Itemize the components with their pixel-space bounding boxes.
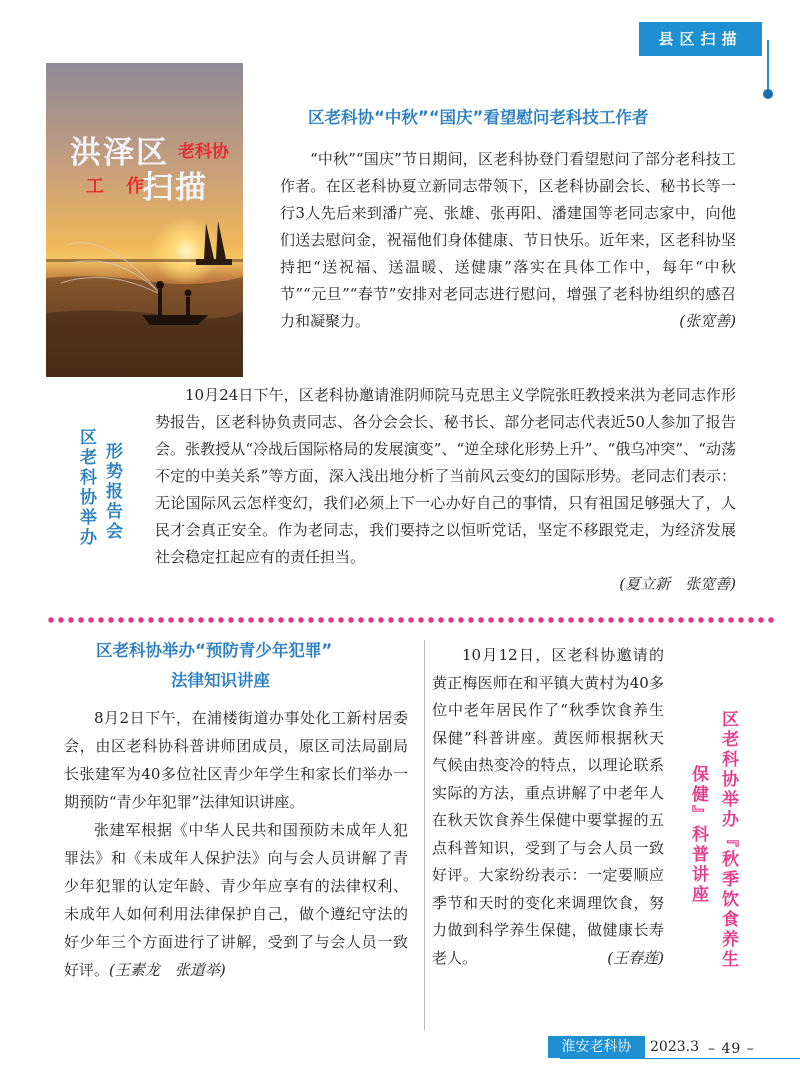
article4-side-title-1: 区老科协举办『秋季饮食养生 <box>718 710 738 970</box>
article2-side-title-1: 区老科协举办 <box>76 428 96 548</box>
column-separator <box>424 640 425 1030</box>
photo-title-scan: 扫描 <box>142 170 208 206</box>
article3-title-line2: 法律知识讲座 <box>171 671 270 690</box>
journal-name: 淮安老科协 <box>548 1036 645 1058</box>
page-number: – 49 – <box>708 1041 755 1057</box>
article2-byline: (夏立新 张宽善) <box>619 575 736 593</box>
article1-body <box>280 146 736 335</box>
photo-title-district: 洪泽区 <box>70 135 169 171</box>
header-decor-dot <box>763 89 773 99</box>
article4-text: 10月12日，区老科协邀请的黄正梅医师在和平镇大黄村为40多位中老年居民作了“秋季饮食养生保健”科普讲座。黄医师根据秋天气候由热变冷的特点，以理论联系实际的方法，重点讲解了中老年人在秋天饮食养生保健中要掌握的五点科普知识，受到了与会人员一致好评。大家纷纷表示：一定要顺应季节和天时的变化来调理饮食，努力做到科学养生保健，做健康长寿老人。 <box>432 646 664 967</box>
article1-text: “中秋”“国庆”节日期间，区老科协登门看望慰问了部分老科技工作者。在区老科协夏立新同志带领下，区老科协副会长、秘书长等一行3人先后来到潘广亮、张雄、张再阳、潘建国等老同志家中，向他们送去慰问金，祝福他们身体健康、节日快乐。近年来，区老科协坚持把“送祝福、送温暖、送健康”落实在具体工作中，每年“中秋节”“元旦”“春节”安排对老同志进行慰问，增强了老科协组织的感召力和凝聚力。 <box>280 150 736 330</box>
article2-side-title-2: 形势报告会 <box>102 442 122 542</box>
article2-body <box>155 382 736 598</box>
article2-text: 10月24日下午，区老科协邀请淮阴师院马克思主义学院张旺教授来洪为老同志作形势报告，区老科协负责同志、各分会会长、秘书长、部分老同志代表近50人参加了报告会。张教授从“冷战后国际格局的发展演变”、“逆全球化形势上升”、“俄乌冲突”、“动荡不定的中美关系”等方面，深入浅出地分析了当前风云变幻的国际形势。老同志们表示：无论国际风云怎样变幻，我们必须上下一心办好自己的事情，只有祖国足够强大了，人民才会真正安全。作为老同志，我们要持之以恒听党话，坚定不移跟党走，为经济发展社会稳定扛起应有的责任担当。 <box>155 386 736 566</box>
footer-line <box>560 1058 800 1059</box>
photo-title-work: 工 作 <box>86 176 153 197</box>
photo-title-org: 老科协 <box>178 142 229 162</box>
article3-body <box>64 704 408 984</box>
section-header: 县区扫描 <box>639 22 762 56</box>
header-decor-line <box>767 40 769 94</box>
issue-number: 2023.3 <box>650 1039 699 1055</box>
article3-byline: (王素龙 张道举) <box>109 961 226 979</box>
article3-title-line1: 区老科协举办“预防青少年犯罪” <box>96 641 333 660</box>
article1-byline: (张宽善) <box>679 312 736 330</box>
decorative-divider <box>46 613 776 627</box>
article4-byline: (王春莲) <box>607 948 664 967</box>
article4-body <box>432 642 664 972</box>
article4-side-title-2: 保健』科普讲座 <box>688 765 708 905</box>
article3-para1: 8月2日下午，在浦楼街道办事处化工新村居委会，由区老科协科普讲师团成员，原区司法局副局长张建军为40多位社区青少年学生和家长们举办一期预防“青少年犯罪”法律知识讲座。 <box>64 709 408 811</box>
article1-title: 区老科协“中秋”“国庆”看望慰问老科技工作者 <box>308 108 649 127</box>
sunset-photo <box>46 63 243 377</box>
article3-para2: 张建军根据《中华人民共和国预防未成年人犯罪法》和《未成年人保护法》向与会人员讲解了青少年犯罪的认定年龄、青少年应享有的法律权利、未成年人如何利用法律保护自己，做个遵纪守法的好少年三个方面进行了讲解，受到了与会人员一致好评。 <box>64 821 408 979</box>
